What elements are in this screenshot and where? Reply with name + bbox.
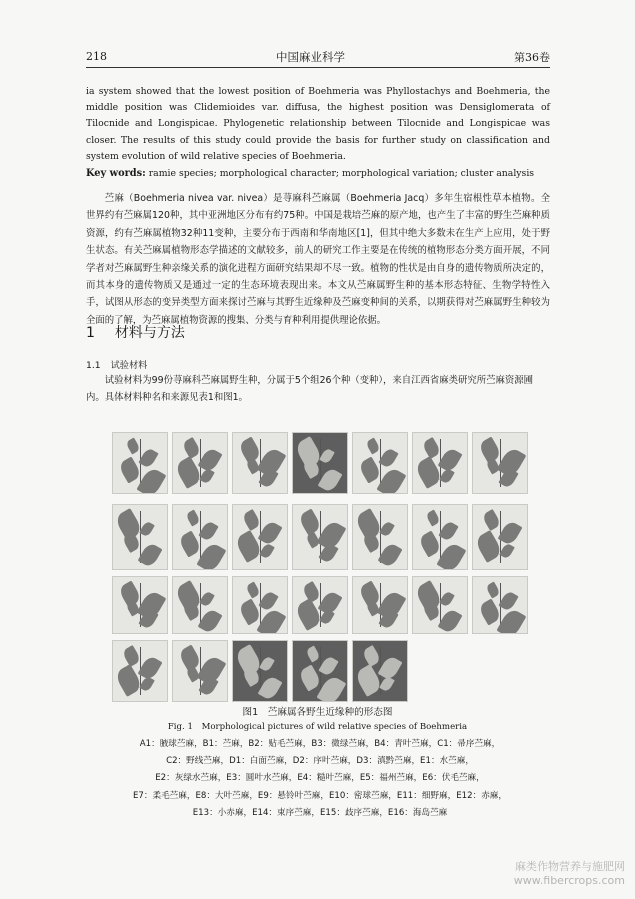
journal-title: 中国麻业科学: [276, 50, 345, 64]
keywords-label: Key words:: [86, 168, 146, 179]
specimen-photo: [292, 432, 348, 494]
volume-label: 第36卷: [514, 51, 550, 64]
section-number: 1: [86, 325, 95, 341]
page-header: [86, 46, 550, 66]
specimen-photo: [472, 576, 528, 634]
specimen-photo: [292, 504, 348, 570]
legend-line: E2：灰绿水苎麻，E3：圆叶水苎麻，E4：糙叶苎麻，E5：福州苎麻，E6：伏毛苎麻，: [155, 773, 485, 784]
specimen-photo: [352, 576, 408, 634]
intro-text: 苎麻（Boehmeria nivea var. nivea）是荨麻科苎麻属（Boehmeria Jacq）多年生宿根性草本植物。全世界约有苎麻属120种，其中亚洲地区分布有约75种。中国是栽培苎麻的原产地，也产生了丰富的野生苎麻种质资源，约有苎麻属植物32种11变种，主要分布于西南和华南地区[1]，但其中绝大多数未在生产上应用，处于野生状态。有关苎麻属植物形态学描述的文献较多，前人的研究工作主要是在传统的植物形态分类方面开展，不同学者对苎麻属野生种亲缘关系的演化进程方面研究结果却不尽一致。植物的性状是由自身的遗传物质所决定的，而其本身的遗传物质又是通过一定的生态环境表现出来。本文从苎麻属野生种的基本形态特征、生物学特性入手，试图从形态的变异类型方面来探讨苎麻与其野生近缘种及苎麻变种间的关系，以期获得对苎麻属野生种较为全面的了解，为苎麻属植物资源的搜集、分类与育种利用提供理论依据。: [86, 193, 550, 326]
materials-paragraph: 试验材料为99份荨麻科苎麻属野生种，分属于5个组26个种（变种），来自江西省麻类研究所苎麻资源圃内。具体材料种名和来源见表1和图1。: [86, 375, 534, 404]
page-number: 218: [86, 50, 107, 63]
watermark-url: www.fibercrops.com: [513, 874, 625, 887]
specimen-photo: [172, 576, 228, 634]
specimen-photo: [352, 504, 408, 570]
specimen-photo: [412, 576, 468, 634]
specimen-photo: [292, 640, 348, 702]
specimen-photo: [352, 640, 408, 702]
legend-line: C2：野线苎麻，D1：白面苎麻，D2：序叶苎麻，D3：滇黔苎麻，E1：水苎麻，: [166, 756, 474, 767]
figure-legend: [100, 736, 540, 822]
specimen-photo: [112, 576, 168, 634]
specimen-photo: [112, 640, 168, 702]
keywords-text: ramie species; morphological character; morphological variation; cluster analysis: [148, 168, 535, 179]
figure-caption-cn: 图1 苎麻属各野生近缘种的形态图: [242, 707, 393, 718]
legend-line: E13：小赤麻，E14：束序苎麻，E15：歧序苎麻，E16：海岛苎麻: [192, 807, 448, 818]
legend-line: E7：柔毛苎麻，E8：大叶苎麻，E9：悬铃叶苎麻，E10：密球苎麻，E11：细野麻，E12：赤麻，: [133, 790, 507, 801]
specimen-photo: [292, 576, 348, 634]
subsection-title: 试验材料: [110, 360, 148, 371]
specimen-photo: [352, 432, 408, 494]
keywords: [86, 168, 550, 179]
specimen-photo: [232, 576, 288, 634]
intro-paragraph: [86, 190, 550, 329]
section-title: 材料与方法: [114, 325, 185, 341]
abstract-en: ia system showed that the lowest position of Boehmeria was Phyllostachys and Boehmeria, the middle position was Clidemioides var. diffusa, the highest position was Densiglomerata of Tilocnide and Longispicae. Phylogenetic relationship between Tilocnide and Longispicae was closer. The results of this study could provide the basis for further study on classification and system evolution of wild relative species of Boehmeria.: [86, 86, 550, 162]
legend-line: A1：腋球苎麻，B1：苎麻，B2：贴毛苎麻，B3：微绿苎麻，B4：青叶苎麻，C1：帚序苎麻，: [139, 739, 501, 749]
specimen-photo-grid: [112, 432, 532, 700]
specimen-photo: [232, 432, 288, 494]
specimen-photo: [112, 432, 168, 494]
subsection-number: 1.1: [86, 360, 101, 371]
subsection-heading: [86, 357, 147, 371]
specimen-photo: [172, 432, 228, 494]
watermark-title: 麻类作物营养与施肥网: [515, 860, 625, 873]
specimen-photo: [112, 504, 168, 570]
specimen-photo: [232, 504, 288, 570]
specimen-photo: [472, 504, 528, 570]
specimen-photo: [232, 640, 288, 702]
specimen-photo: [412, 504, 468, 570]
specimen-photo: [412, 432, 468, 494]
specimen-photo: [172, 640, 228, 702]
header-rule: [86, 67, 550, 68]
specimen-photo: [472, 432, 528, 494]
specimen-photo: [172, 504, 228, 570]
figure-caption-en: Fig. 1 Morphological pictures of wild relative species of Boehmeria: [167, 722, 468, 732]
section-heading: [86, 322, 185, 342]
